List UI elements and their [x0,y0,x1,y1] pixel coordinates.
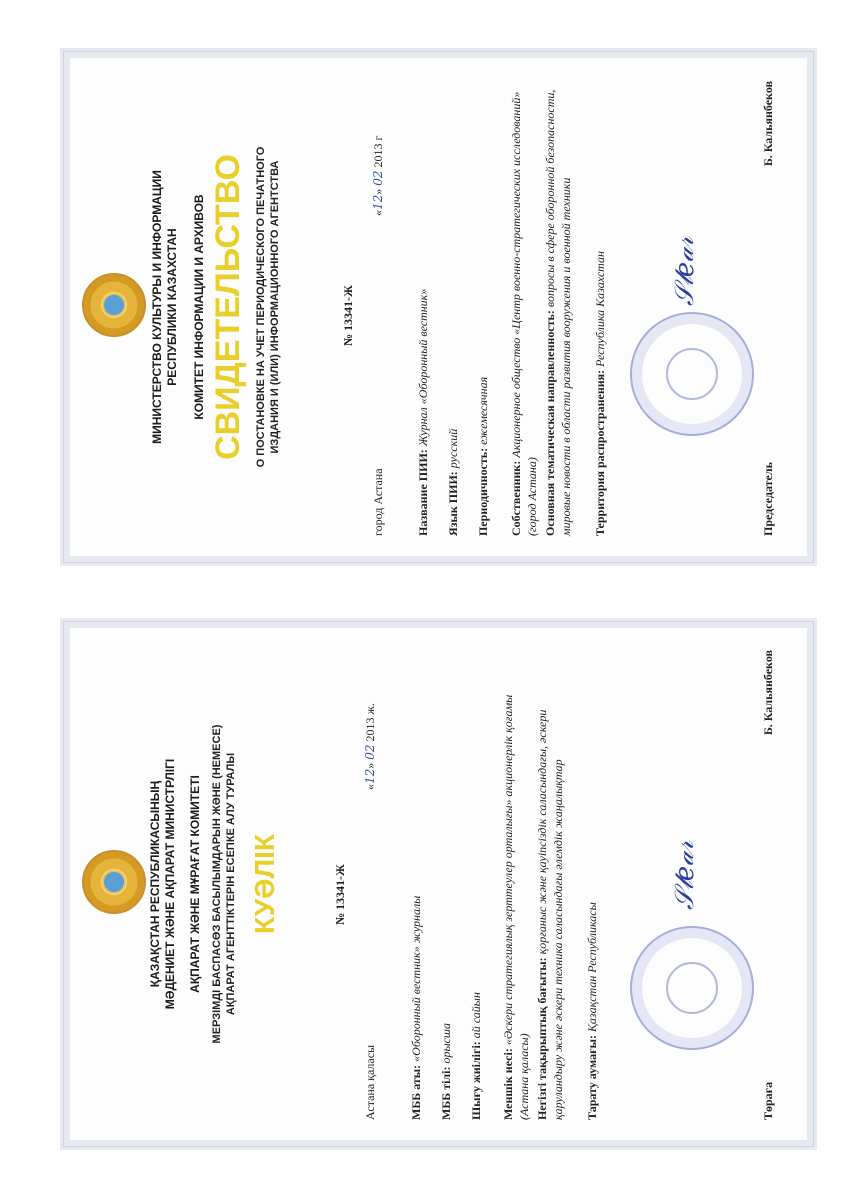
topic-value: қорғаныс және қауіпсіздік саласындағы, әскери қаруландыру және әскери техника саласындағы әлемдік жаңалықтар [535,709,565,1120]
date-year: 2013 ж. [363,703,377,742]
publication-name-label: МББ аты: [409,1064,423,1120]
periodicity-value: ежемесячная [476,376,490,445]
publication-name-value: Журнал «Оборонный вестник» [416,288,430,447]
certificate-kz [60,618,817,1150]
committee-title: АҚПАРАТ ЖӘНЕ МҰРАҒАТ КОМИТЕТІ [188,775,202,993]
periodicity-label: Шығу жиілігі: [469,1041,483,1120]
ministry-line-2: РЕСПУБЛИКИ КАЗАХСТАН [165,228,179,386]
subtitle-line-1: МЕРЗІМДІ БАСПАСӨЗ БАСЫЛЫМДАРЫН ЖӘНЕ (НЕМЕСЕ) [211,724,223,1044]
document-subtitle [254,58,282,556]
state-emblem-icon [82,273,146,337]
language-value: русский [446,428,460,469]
city: город Астана [371,468,385,536]
committee-title: КОМИТЕТ ИНФОРМАЦИИ И АРХИВОВ [192,194,206,420]
owner [508,81,540,536]
publication-name-value: «Оборонный вестник» журналы [409,895,423,1062]
ministry-title [148,628,178,1140]
territory [592,251,608,536]
issue-date: «12» 02 2013 г [371,135,385,216]
date-day: 12 [371,194,385,210]
publication-language [445,429,461,536]
state-emblem-icon [82,850,146,914]
periodicity [468,992,484,1120]
signature: 𝒮𝓁𝑒𝒶𝓇 [670,840,700,910]
date-month: 02 [371,170,385,186]
language-value: орысша [439,1023,453,1064]
territory-label: Тарату аумағы: [585,1035,599,1120]
publication-language [438,1023,454,1120]
official-seal [630,926,754,1050]
language-label: Язык ПИИ: [446,471,460,536]
owner-label: Меншік иесі: [501,1048,515,1120]
document-title: СВИДЕТЕЛЬСТВО [209,154,247,460]
ministry-line-1: МИНИСТЕРСТВО КУЛЬТУРЫ И ИНФОРМАЦИИ [150,170,164,444]
owner-label: Собственник: [509,460,523,536]
chairman-label: Төраға [761,1081,775,1120]
periodicity-label: Периодичность: [476,447,490,536]
official-seal [630,312,754,436]
date-month: 02 [363,744,377,760]
subtitle-line-1: О ПОСТАНОВКЕ НА УЧЕТ ПЕРИОДИЧЕСКОГО ПЕЧАТНОГО [255,146,267,468]
registration-number: № 13341-Ж [341,285,355,346]
document-title: КУӘЛІК [249,833,280,935]
ministry-title [150,58,180,556]
owner [500,650,532,1120]
certificate-ru [60,48,817,566]
chairman-name: Б. Кальянбеков [761,81,775,167]
publication-name [415,289,431,536]
territory-label: Территория распространения: [593,369,607,536]
periodicity-value: ай сайын [469,992,483,1039]
publication-name [408,896,424,1120]
topic [534,650,566,1120]
certificate-ru-content [70,58,807,556]
subtitle-line-2: ИЗДАНИЯ И (ИЛИ) ИНФОРМАЦИОННОГО АГЕНТСТВА [269,160,281,454]
issue-date: «12» 02 2013 ж. [363,703,377,790]
chairman [760,81,776,536]
territory-value: Республика Казахстан [593,251,607,367]
topic-value: вопросы в сфере оборонной безопасности, мировые новости в области развития вооружения и военной техники [543,89,573,536]
chairman-name: Б. Кальянбеков [761,650,775,736]
territory [584,902,600,1120]
topic-label: Основная тематическая направленность: [543,310,557,536]
document-subtitle [210,628,238,1140]
owner-value: Акционерное общество «Центр военно-стратегических исследований» (город Астана) [509,91,539,536]
owner-value: «Әскери стратегиялық зерттеулер орталығы» акционерлік қоғамы (Астана қаласы) [501,694,531,1120]
date-year: 2013 г [371,135,385,168]
registration-number: № 13341-Ж [333,864,347,925]
city: Астана қаласы [363,1044,377,1120]
publication-name-label: Название ПИИ: [416,449,430,536]
territory-value: Қазақстан Республикасы [585,902,599,1033]
signature: 𝒮𝓁𝑒𝒶𝓇 [670,236,700,306]
chairman [760,650,776,1120]
date-day: 12 [363,768,377,784]
chairman-label: Председатель [761,462,775,536]
ministry-line-1: ҚАЗАҚСТАН РЕСПУБЛИКАСЫНЫҢ [148,780,162,988]
ministry-line-2: МӘДЕНИЕТ ЖӘНЕ АҚПАРАТ МИНИСТРЛІГІ [163,758,177,1010]
certificate-kz-content [70,628,807,1140]
topic-label: Негізгі тақырыптық бағыты: [535,957,549,1120]
periodicity [475,377,491,536]
subtitle-line-2: АҚПАРАТ АГЕНТТІКТЕРІН ЕСЕПКЕ АЛУ ТУРАЛЫ [225,752,237,1016]
topic [542,81,574,536]
language-label: МББ тілі: [439,1066,453,1120]
